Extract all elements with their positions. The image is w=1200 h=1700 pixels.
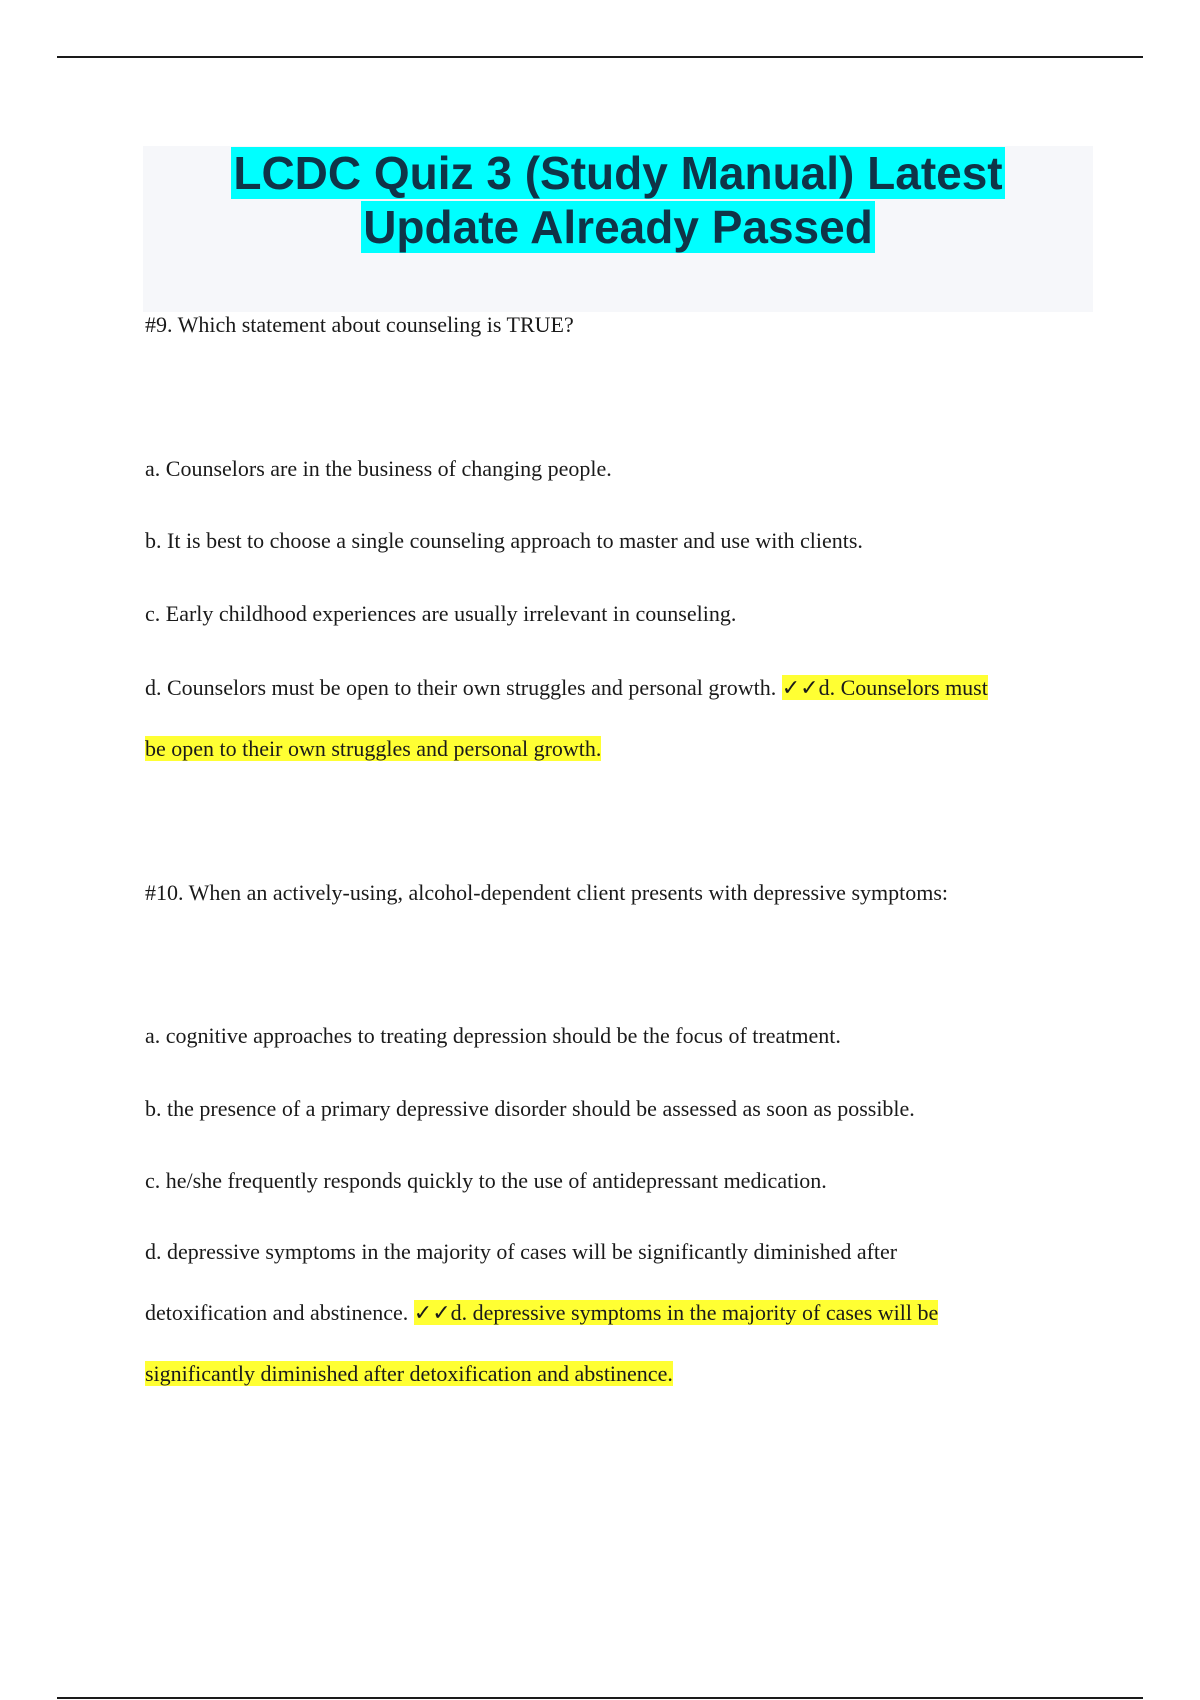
question-9-option-d: d. Counselors must be open to their own struggles and personal growth.	[145, 675, 777, 700]
question-9-option-a: a. Counselors are in the business of changing people.	[145, 456, 612, 481]
title-banner	[143, 146, 1093, 312]
question-10-answer: ✓✓d. depressive symptoms in the majority of cases will be	[413, 1300, 939, 1325]
title-line-2: Update Already Passed	[363, 201, 873, 253]
question-9-answer-continued-row	[145, 735, 601, 763]
top-rule	[57, 56, 1143, 58]
question-9-answer: ✓✓d. Counselors must	[781, 675, 988, 700]
question-9-option-c: c. Early childhood experiences are usually irrelevant in counseling.	[145, 601, 737, 626]
title-line-1: LCDC Quiz 3 (Study Manual) Latest	[233, 147, 1003, 199]
question-10-option-c: c. he/she frequently responds quickly to the use of antidepressant medication.	[145, 1168, 827, 1193]
question-10-answer-continued: significantly diminished after detoxification and abstinence.	[145, 1361, 673, 1386]
question-10-prompt: #10. When an actively-using, alcohol-dependent client presents with depressive symptoms:	[145, 880, 949, 905]
bottom-rule	[57, 1697, 1143, 1699]
question-9-answer-continued: be open to their own struggles and personal growth.	[145, 736, 602, 761]
question-10-option-a: a. cognitive approaches to treating depression should be the focus of treatment.	[145, 1023, 841, 1048]
question-10-option-d-continued: detoxification and abstinence.	[145, 1300, 409, 1325]
question-9-prompt: #9. Which statement about counseling is TRUE?	[145, 312, 574, 337]
question-9-option-d-row	[145, 674, 988, 702]
document-title	[143, 146, 1093, 254]
question-10-option-b: b. the presence of a primary depressive disorder should be assessed as soon as possible.	[145, 1096, 915, 1121]
question-10-option-d: d. depressive symptoms in the majority of cases will be significantly diminished after	[145, 1239, 898, 1264]
question-10-option-d-continued-row	[145, 1299, 938, 1327]
question-10-answer-continued-row	[145, 1360, 673, 1388]
question-9-option-b: b. It is best to choose a single counseling approach to master and use with clients.	[145, 528, 863, 553]
